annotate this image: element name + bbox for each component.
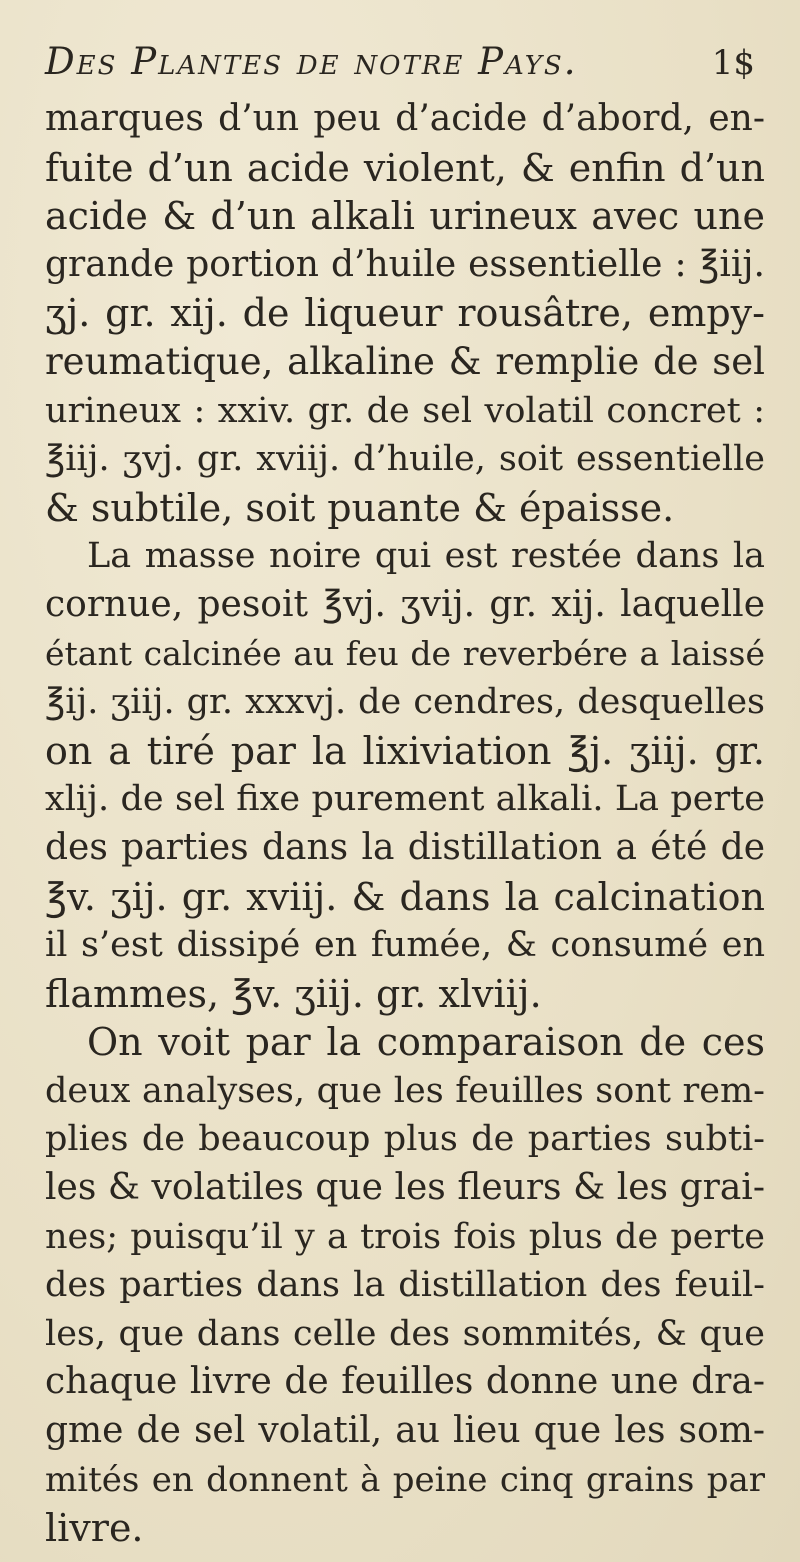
- text-line: fuite d’un acide violent, & enfin d’un: [45, 145, 765, 190]
- body-text: [45, 95, 765, 1553]
- text-line: on a tiré par la lixiviation ℥j. ʒiij. gr.: [45, 728, 765, 773]
- text-line: cornue, pesoit ℥vj. ʒvij. gr. xij. laquelle: [45, 583, 765, 625]
- text-line: acide & d’un alkali urineux avec une: [45, 194, 765, 239]
- text-line: xlij. de sel fixe purement alkali. La perte: [45, 779, 765, 820]
- running-title: Des Plantes de notre Pays.: [45, 40, 578, 83]
- paragraph-end-line: flammes, ℥v. ʒiij. gr. xlviij.: [45, 971, 542, 1016]
- text-line: chaque livre de feuilles donne une dra-: [45, 1361, 765, 1403]
- text-line: ʒj. gr. xij. de liqueur rousâtre, empy-: [45, 291, 765, 336]
- running-head: [45, 40, 755, 92]
- text-line: marques d’un peu d’acide d’abord, en-: [45, 98, 765, 139]
- text-line: les, que dans celle des sommités, & que: [45, 1313, 765, 1354]
- text-line: reumatique, alkaline & remplie de sel: [45, 339, 765, 383]
- text-line: des parties dans la distillation des feuil-: [45, 1265, 765, 1306]
- text-line: nes; puisqu’il y a trois fois plus de perte: [45, 1216, 765, 1257]
- text-line: des parties dans la distillation a été de: [45, 826, 765, 868]
- text-line: ℥v. ʒij. gr. xviij. & dans la calcination: [45, 874, 765, 919]
- page-number: 1$: [711, 43, 755, 83]
- text-line: ℥iij. ʒvj. gr. xviij. d’huile, soit essentielle: [45, 439, 765, 480]
- text-line: grande portion d’huile essentielle : ℥iij.: [45, 243, 765, 285]
- text-line: les & volatiles que les fleurs & les grai-: [45, 1167, 765, 1209]
- text-line: étant calcinée au feu de reverbére a laissé: [45, 633, 765, 673]
- text-line: mités en donnent à peine cinq grains par: [45, 1459, 765, 1500]
- text-line: plies de beaucoup plus de parties subti-: [45, 1119, 765, 1160]
- paragraph-start-line: La masse noire qui est restée dans la: [87, 536, 765, 577]
- paragraph-end-line: & subtile, soit puante & épaisse.: [45, 485, 675, 530]
- text-line: ℥ij. ʒiij. gr. xxxvj. de cendres, desquelles: [45, 682, 765, 723]
- text-line: urineux : xxiv. gr. de sel volatil concret :: [45, 390, 765, 431]
- text-line: deux analyses, que les feuilles sont rem-: [45, 1070, 765, 1111]
- paragraph-start-line: On voit par la comparaison de ces: [87, 1020, 765, 1065]
- paragraph-end-line: livre.: [45, 1506, 144, 1551]
- text-line: il s’est dissipé en fumée, & consumé en: [45, 925, 765, 966]
- text-line: gme de sel volatil, au lieu que les som-: [45, 1410, 765, 1452]
